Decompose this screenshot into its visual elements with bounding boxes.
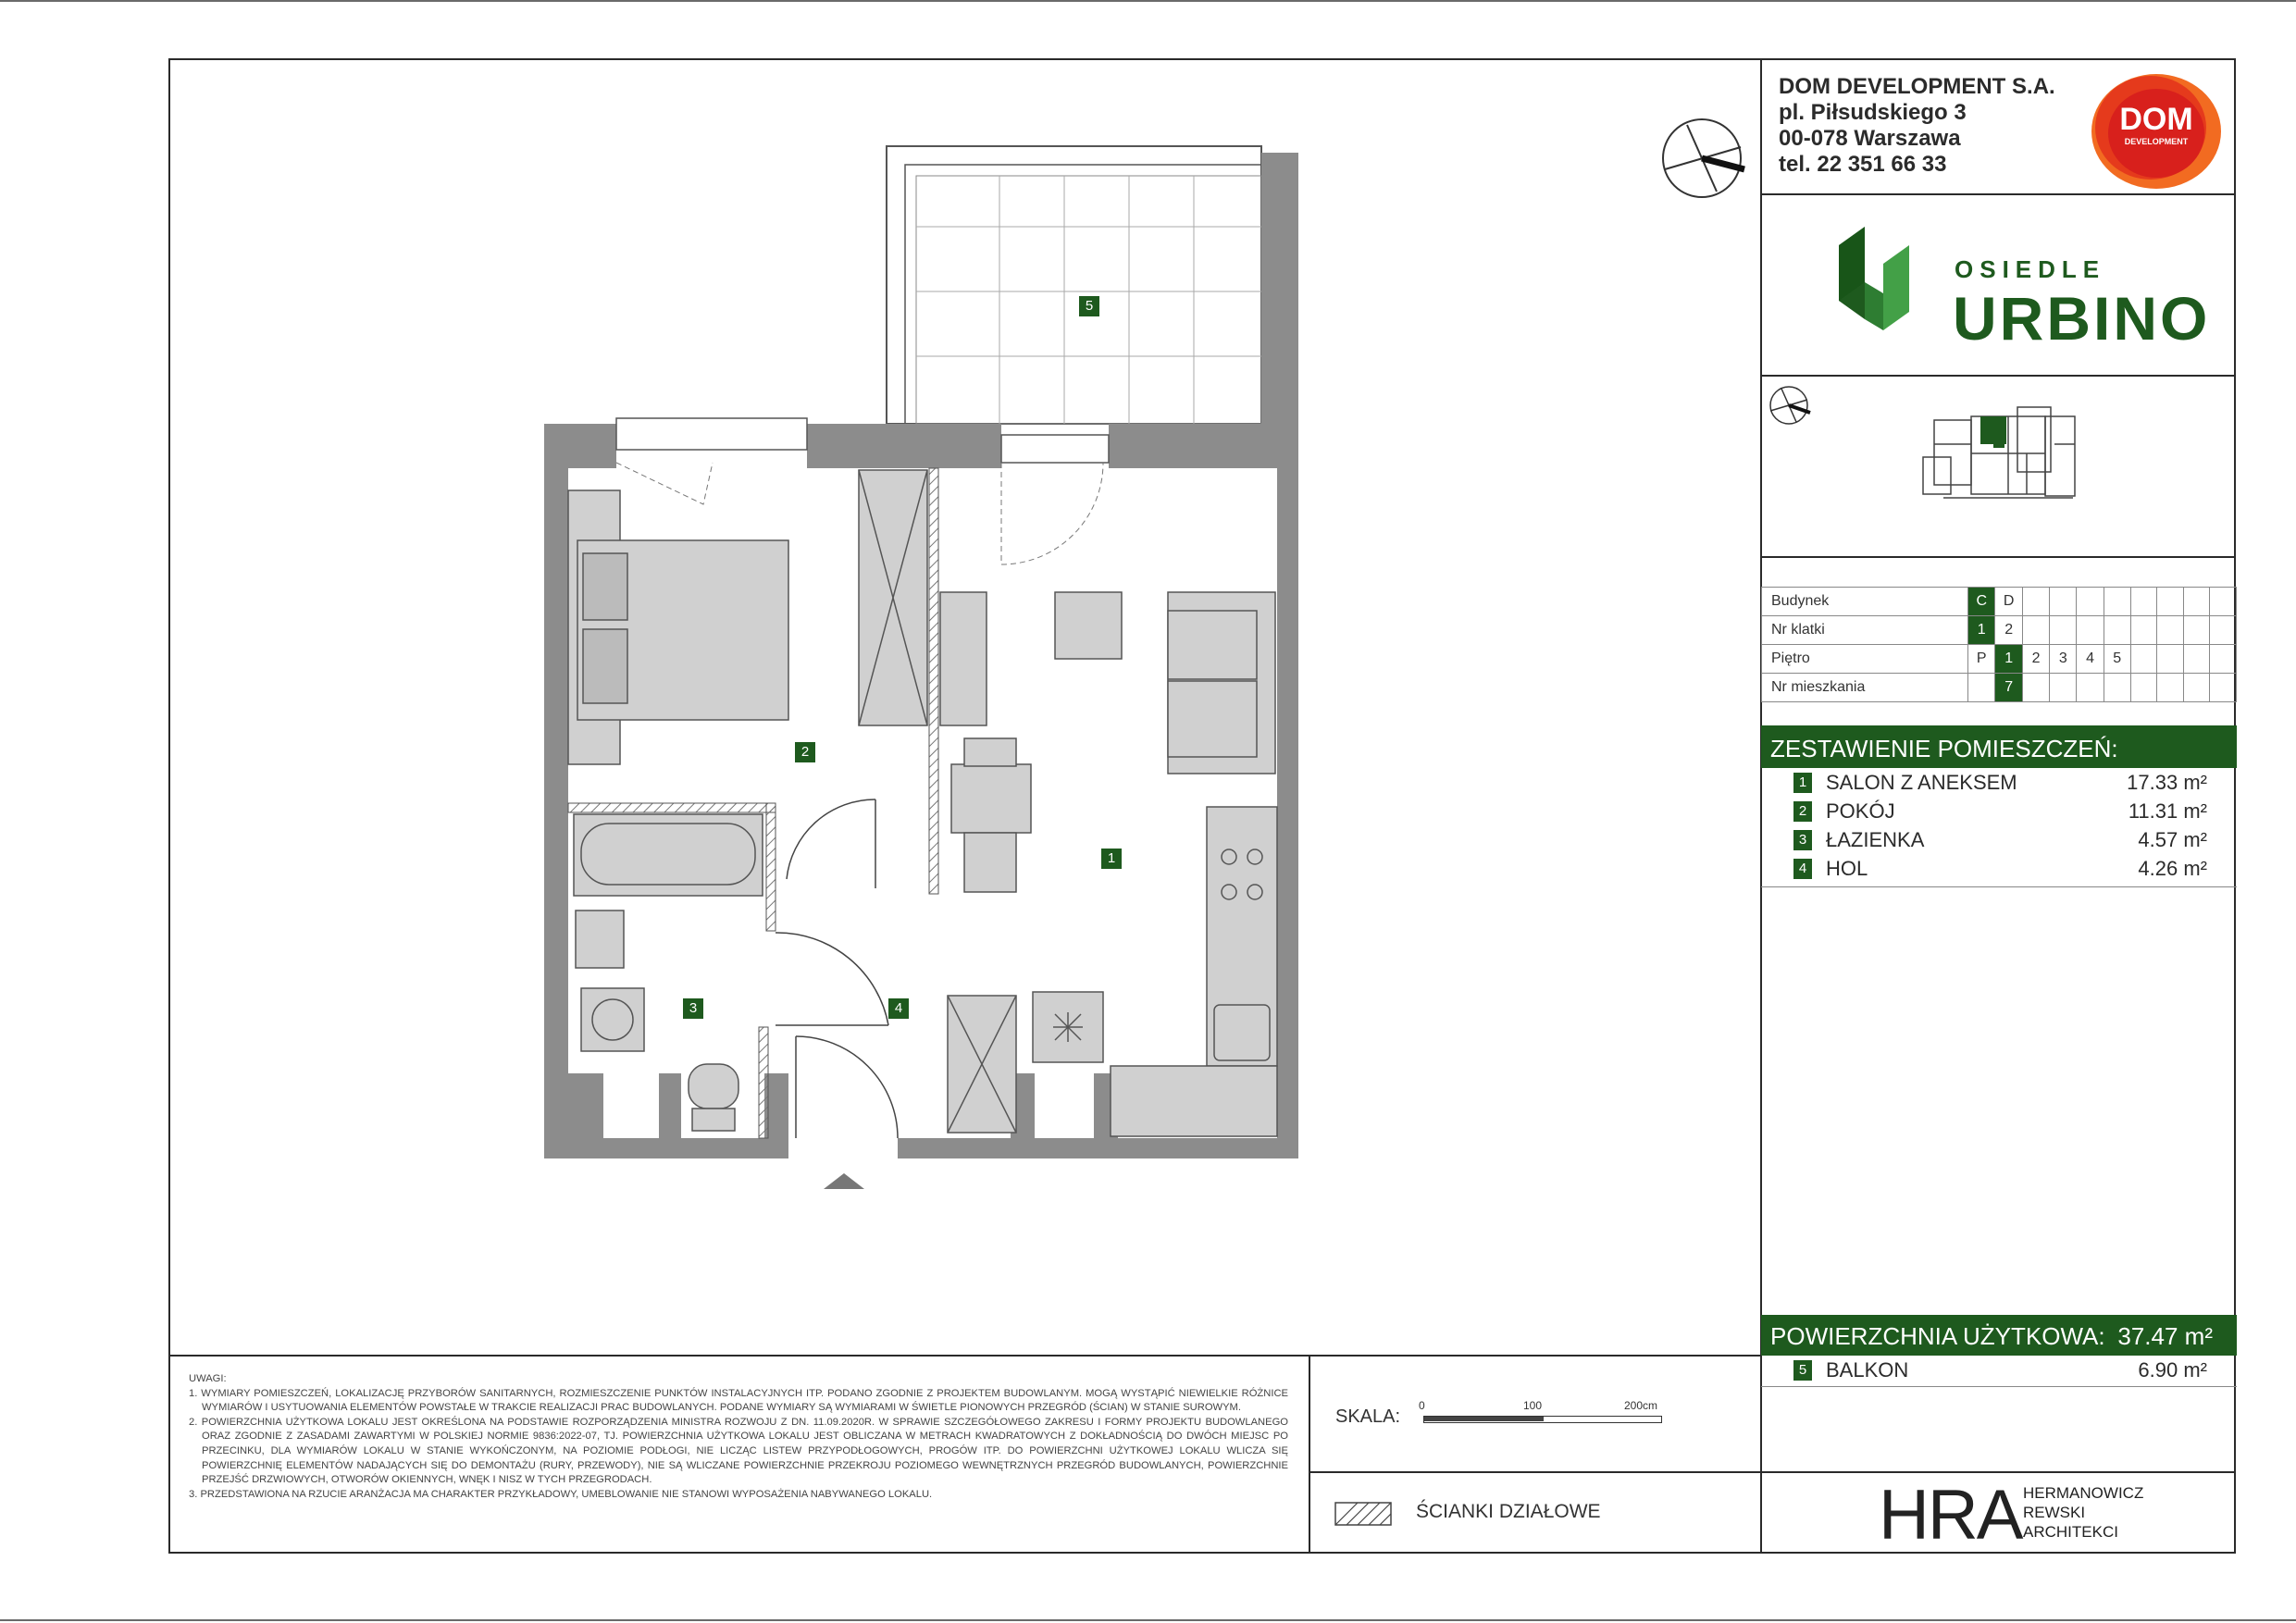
balcony [887, 146, 1298, 424]
floor-plan [537, 139, 1314, 1194]
architect-line-3: ARCHITEKCI [2023, 1523, 2118, 1541]
partition-hatch-icon [1334, 1502, 1392, 1526]
info-cell: C [1968, 588, 1995, 616]
info-cell [2183, 674, 2210, 702]
scale-label: SKALA: [1335, 1406, 1401, 1427]
balcony-area: 6.90 m² [2138, 1358, 2207, 1381]
info-row-label: Budynek [1762, 588, 1968, 616]
info-row [1762, 616, 2237, 645]
scale-bar-fill [1424, 1417, 1544, 1421]
room-name: POKÓJ [1826, 799, 1895, 823]
room-number: 2 [1793, 801, 1812, 822]
info-cell [2210, 588, 2237, 616]
legend-partitions-label: ŚCIANKI DZIAŁOWE [1416, 1501, 1601, 1522]
notes-title: UWAGI: [189, 1373, 227, 1384]
divider [1760, 556, 2236, 558]
room-name: HOL [1826, 857, 1868, 880]
info-cell [2157, 674, 2184, 702]
room-area: 4.26 m² [2138, 857, 2207, 880]
info-row [1762, 588, 2237, 616]
info-cell: 2 [1995, 616, 2022, 645]
divider [1309, 1471, 1762, 1473]
room-number: 1 [1793, 773, 1812, 793]
bed [568, 490, 788, 764]
info-cell [2130, 674, 2157, 702]
urbino-logo-mark [1837, 227, 1911, 338]
project-name-line2: URBINO [1953, 284, 2211, 353]
divider [1309, 1355, 1310, 1554]
plan-label-1: 1 [1101, 849, 1122, 869]
architect-line-1: HERMANOWICZ [2023, 1484, 2144, 1502]
info-cell [2050, 616, 2077, 645]
info-cell [2157, 588, 2184, 616]
info-cell: 5 [2104, 645, 2130, 674]
company-street: pl. Piłsudskiego 3 [1779, 100, 1967, 125]
info-cell [2157, 645, 2184, 674]
balcony-name: BALKON [1826, 1358, 1909, 1381]
info-cell [2050, 674, 2077, 702]
info-cell [2022, 616, 2049, 645]
top-border-line [0, 0, 2296, 2]
info-row [1762, 674, 2237, 702]
room-name: SALON Z ANEKSEM [1826, 771, 2017, 794]
balcony-number: 5 [1793, 1360, 1812, 1381]
room-area: 11.31 m² [2128, 799, 2207, 823]
scale-tick-0: 0 [1419, 1399, 1425, 1412]
plan-label-4: 4 [888, 998, 909, 1019]
info-row-label: Nr mieszkania [1762, 674, 1968, 702]
room-area: 17.33 m² [2127, 771, 2207, 794]
info-cell [2210, 645, 2237, 674]
room-row [1761, 769, 2237, 799]
architect-logo: HRA [1879, 1476, 2022, 1555]
info-cell [1968, 674, 1995, 702]
bottom-border-line [0, 1619, 2296, 1621]
info-cell [2130, 645, 2157, 674]
info-cell [2210, 674, 2237, 702]
info-row [1762, 645, 2237, 674]
info-cell: 4 [2077, 645, 2104, 674]
north-compass-icon [1659, 116, 1748, 204]
info-cell [2157, 616, 2184, 645]
info-cell [2183, 645, 2210, 674]
info-cell: P [1968, 645, 1995, 674]
dom-development-logo [2084, 68, 2225, 192]
info-cell: D [1995, 588, 2022, 616]
plan-label-3: 3 [683, 998, 703, 1019]
info-cell [2022, 588, 2049, 616]
info-cell [2130, 616, 2157, 645]
info-cell [2210, 616, 2237, 645]
divider [1761, 1386, 2237, 1387]
plan-label-2: 2 [795, 742, 815, 762]
info-cell [2050, 588, 2077, 616]
architect-line-2: REWSKI [2023, 1504, 2086, 1521]
project-name-line1: OSIEDLE [1955, 255, 2106, 283]
summary-title: ZESTAWIENIE POMIESZCZEŃ: [1770, 735, 2118, 762]
company-name: DOM DEVELOPMENT S.A. [1779, 74, 2055, 99]
total-area-bar [1761, 1315, 2237, 1356]
doors [776, 799, 898, 1138]
info-cell [2183, 588, 2210, 616]
info-cell [2130, 588, 2157, 616]
company-city: 00-078 Warszawa [1779, 126, 1961, 151]
info-cell [2077, 588, 2104, 616]
company-phone: tel. 22 351 66 33 [1779, 152, 1947, 177]
room-name: ŁAZIENKA [1826, 828, 1925, 851]
room-row [1761, 826, 2237, 856]
entrance-marker-icon [824, 1173, 864, 1189]
info-cell [2104, 616, 2130, 645]
balcony-row [1761, 1357, 2237, 1386]
info-cell [2077, 616, 2104, 645]
divider [168, 1355, 1762, 1357]
logo-main-text: DOM [2119, 102, 2193, 137]
divider [1760, 375, 2236, 377]
info-row-label: Nr klatki [1762, 616, 1968, 645]
room-row [1761, 855, 2237, 885]
notes-block [189, 1372, 1288, 1502]
info-cell: 1 [1995, 645, 2022, 674]
room-number: 4 [1793, 859, 1812, 879]
info-cell: 3 [2050, 645, 2077, 674]
info-row-label: Piętro [1762, 645, 1968, 674]
divider [1760, 1471, 2236, 1473]
info-cell [2183, 616, 2210, 645]
plan-label-5: 5 [1079, 296, 1099, 316]
company-address [1779, 74, 2055, 178]
info-cell: 1 [1968, 616, 1995, 645]
info-cell [2104, 588, 2130, 616]
note-item-2: 2. POWIERZCHNIA UŻYTKOWA LOKALU JEST OKREŚLONA NA PODSTAWIE ROZPORZĄDZENIA MINISTRA ROZWOJU Z DN. 11.09.2020R. W SPRAWIE SZCZEGÓŁOWEGO ZAKRESU I FORMY PROJEKTU BUDOWLANEGO ORAZ ZGODNIE Z ZASADAMI ZAWARTYMI W POLSKIEJ NORMIE 9836:2022-07, TJ. POWIERZCHNIA UŻYTKOWA LOKALU JEST OBLICZANA W METRACH KWADRATOWYCH Z DOKŁADNOŚCIĄ DO DWÓCH MIEJSC PO PRZECINKU, DLA WYMIARÓW LOKALU W STANIE WYKOŃCZONYM, NA POZIOMIE PODŁOGI, NIE LICZĄC LISTEW PRZYPODŁOGOWYCH, PROGÓW ITP. DO POWIERZCHNI UŻYTKOWEJ LOKALU WLICZA SIĘ POWIERZCHNIĘ ELEMENTÓW NADAJĄCYCH SIĘ DO DEMONTAŻU (RURY, PRZEWODY), NIE SĄ WLICZANE POWIERZCHNIE PRZEKROJU POZIOMEGO WEWNĘTRZNYCH PRZEGRÓD BUDOWLANYCH, POWIERZCHNIE PRZEJŚĆ DRZWIOWYCH, OTWORÓW OKIENNYCH, WNĘK I NISZ W TYCH PRZEGRODACH. [189, 1416, 1288, 1486]
total-area-value: 37.47 m² [2117, 1322, 2213, 1350]
room-area: 4.57 m² [2138, 828, 2207, 851]
keyplan-compass-icon [1768, 384, 1814, 430]
building-key-plan [1916, 398, 2101, 509]
architect-name [2023, 1483, 2143, 1542]
info-cell [2104, 674, 2130, 702]
info-cell: 7 [1995, 674, 2022, 702]
total-area-label: POWIERZCHNIA UŻYTKOWA: [1770, 1322, 2105, 1350]
room-row [1761, 798, 2237, 827]
info-cell [2022, 674, 2049, 702]
info-cell [2077, 674, 2104, 702]
summary-header [1761, 725, 2237, 768]
scale-tick-100: 100 [1523, 1399, 1543, 1412]
info-cell: 2 [2022, 645, 2049, 674]
room-number: 3 [1793, 830, 1812, 850]
scale-tick-200: 200cm [1624, 1399, 1658, 1412]
logo-sub-text: DEVELOPMENT [2124, 137, 2189, 146]
divider [1760, 193, 2236, 195]
apartment-info-table [1761, 587, 2237, 702]
divider [1761, 886, 2237, 887]
note-item-3: 3. PRZEDSTAWIONA NA RZUCIE ARANŻACJA MA CHARAKTER PRZYKŁADOWY, UMEBLOWANIE NIE STANOWI WYPOSAŻENIA NABYWANEGO LOKALU. [189, 1488, 933, 1500]
scale-bar [1423, 1416, 1662, 1423]
note-item-1: 1. WYMIARY POMIESZCZEŃ, LOKALIZACJĘ PRZYBORÓW SANITARNYCH, ROZMIESZCZENIE PUNKTÓW INSTALACYJNYCH ITP. PODANO ZGODNIE Z PROJEKTEM BUDOWLANYM. MOGĄ WYSTĄPIĆ NIEWIELKIE RÓŻNICE WYMIARÓW I USYTUOWANIA ELEMENTÓW POWSTAŁE W TRAKCIE REALIZACJI PRAC BUDOWLANYCH. PODANE WYMIARY SĄ WYMIARAMI W ŚWIETLE PIONOWYCH PRZEGRÓD (ŚCIAN) W STANIE SUROWYM. [189, 1387, 1288, 1414]
wardrobe [859, 470, 927, 725]
